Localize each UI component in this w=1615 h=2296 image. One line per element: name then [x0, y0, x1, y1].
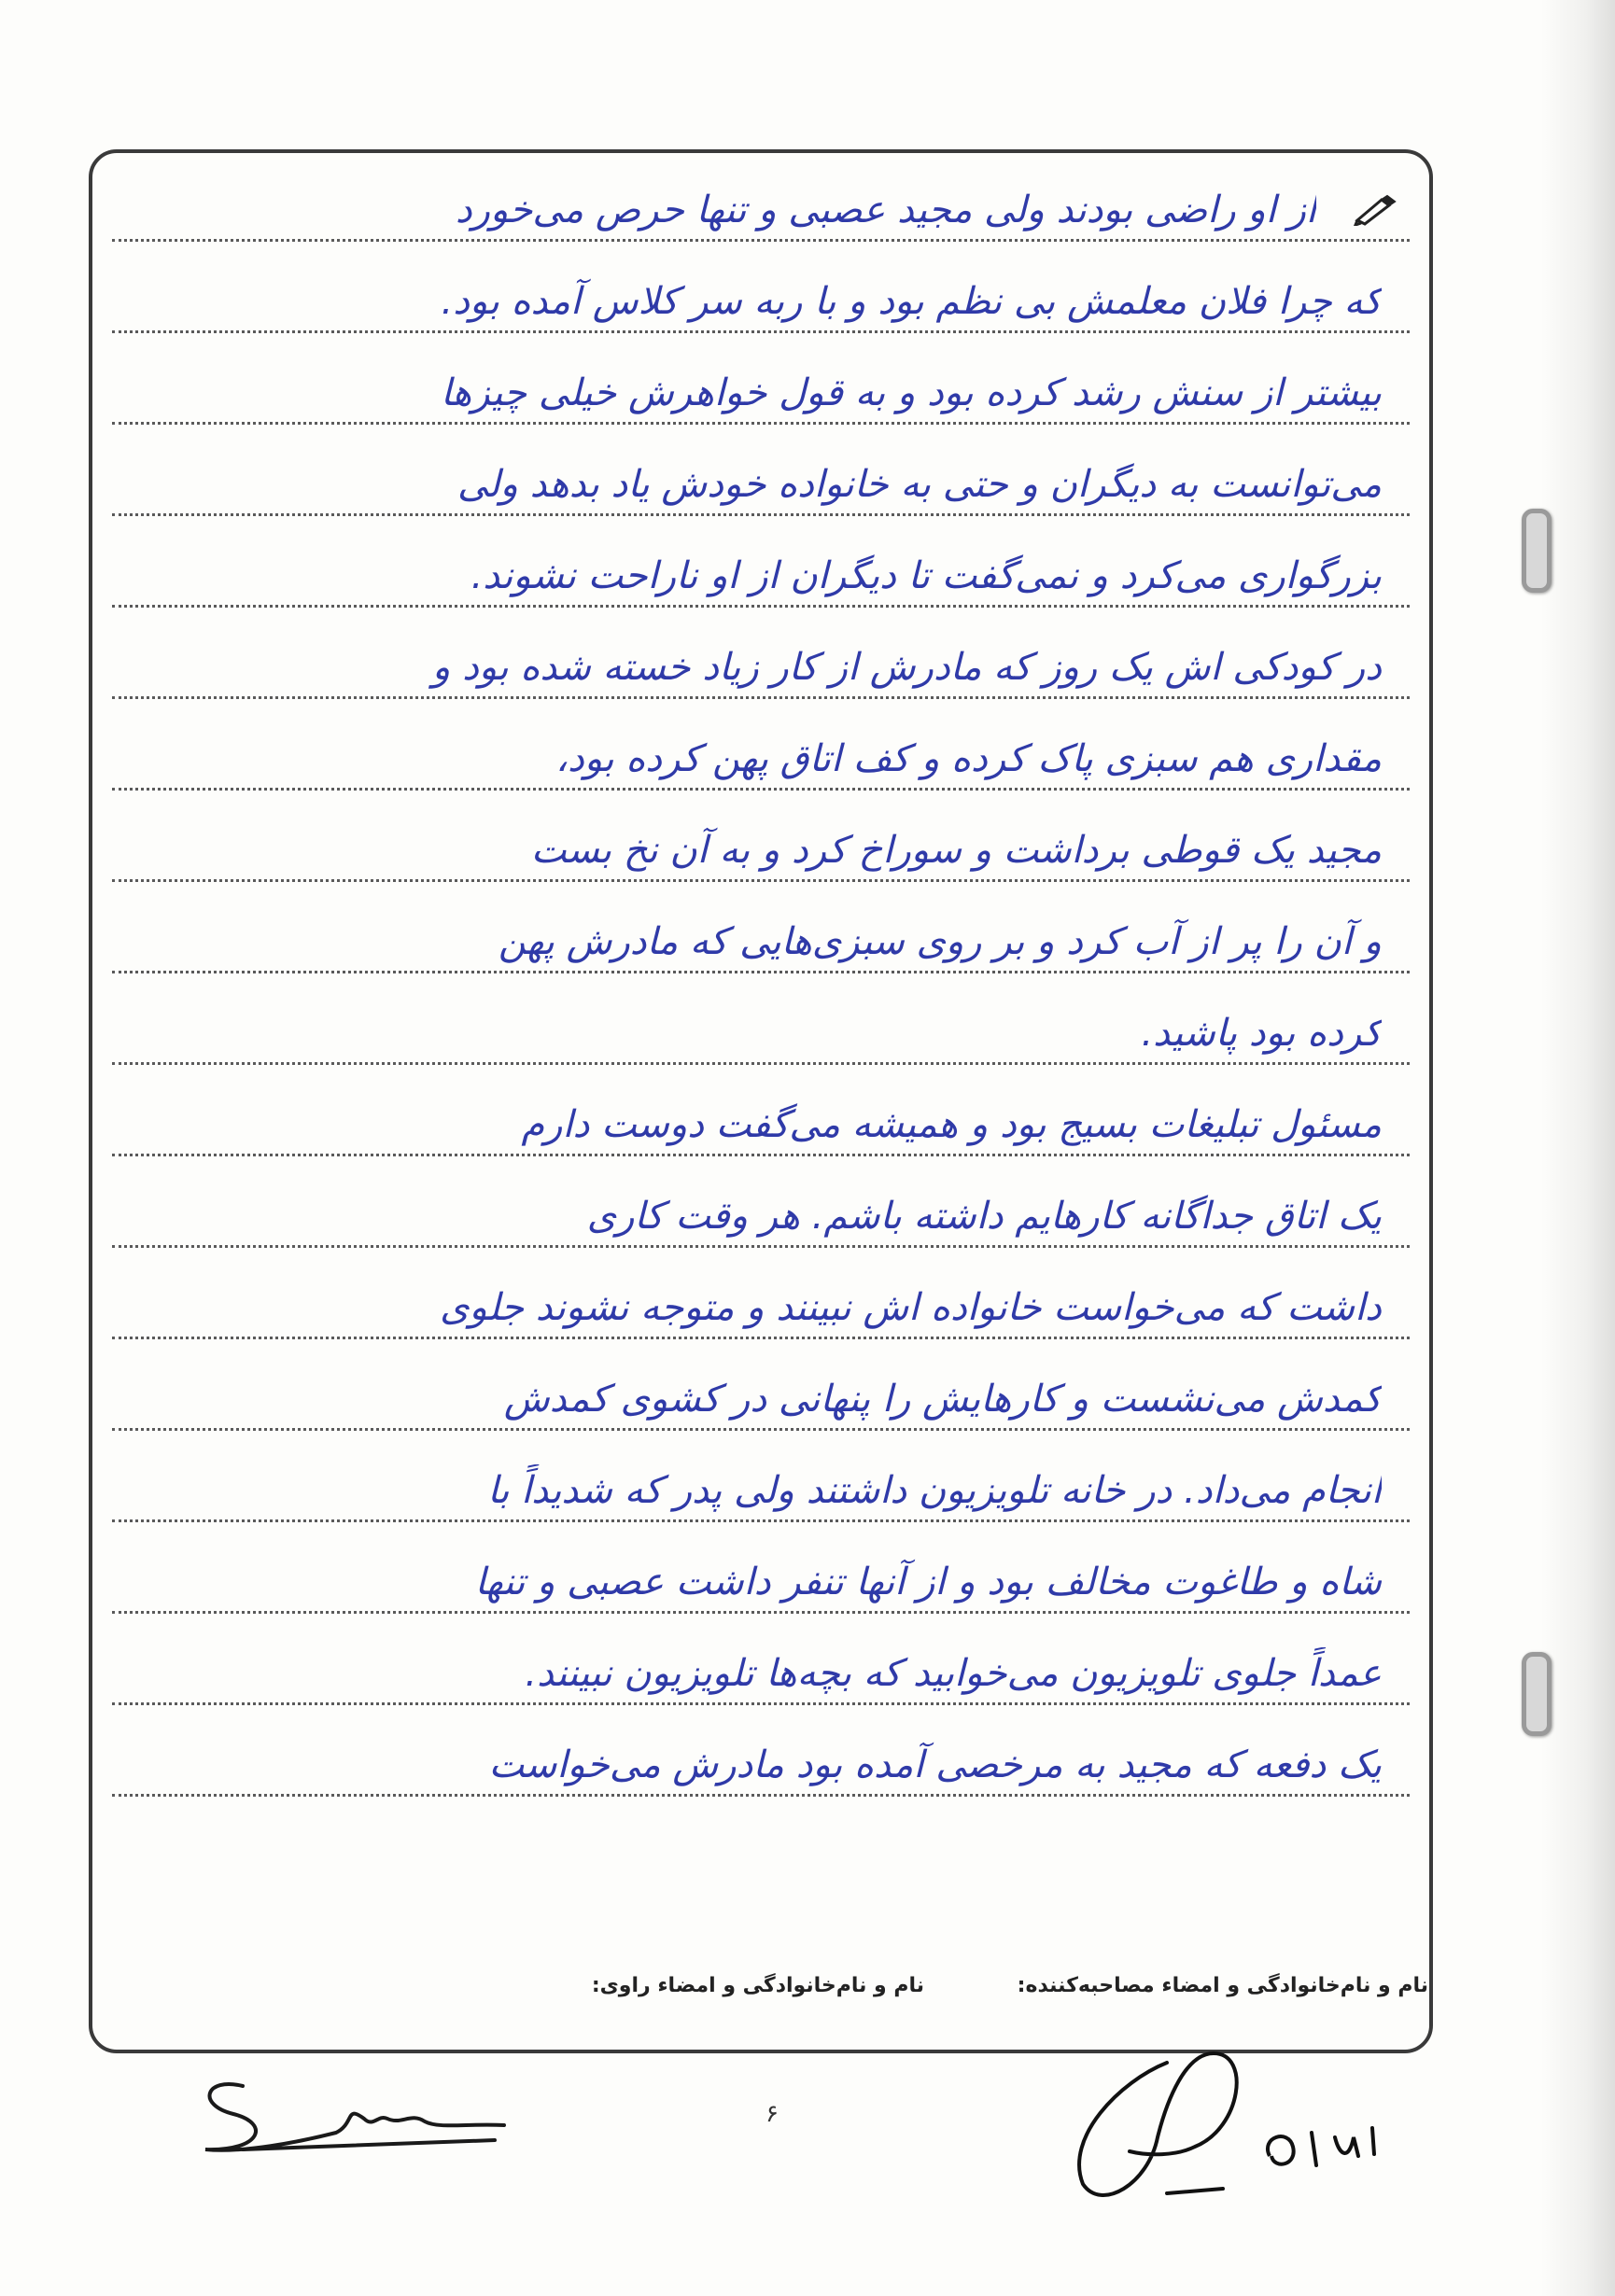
text-line — [112, 630, 1410, 699]
text-line — [112, 721, 1410, 791]
text-line — [112, 904, 1410, 973]
text-line-content: و آن را پر از آب کرد و بر روی سبزی‌هایی که مادرش پهن — [498, 920, 1382, 963]
binding-shadow — [1540, 0, 1615, 2296]
text-line-content: بزرگواری می‌کرد و نمی‌گفت تا دیگران از او ناراحت نشوند. — [470, 554, 1382, 597]
text-line-content: می‌توانست به دیگران و حتی به خانواده خودش یاد بدهد ولی — [457, 463, 1382, 506]
text-line-content: یک دفعه که مجید به مرخصی آمده بود مادرش می‌خواست — [488, 1743, 1382, 1786]
text-line-content: مجید یک قوطی برداشت و سوراخ کرد و به آن نخ بست — [530, 829, 1382, 872]
text-line — [112, 996, 1410, 1065]
text-line-content: انجام می‌داد. در خانه تلویزیون داشتند ولی پدر که شدیداً با — [487, 1469, 1382, 1512]
text-line-content: یک اتاق جداگانه کار‌هایم داشته باشم. هر وقت کاری — [586, 1195, 1382, 1238]
text-line — [112, 1179, 1410, 1248]
text-line — [112, 264, 1410, 333]
interviewer-signature — [1027, 2025, 1419, 2212]
text-line — [112, 447, 1410, 516]
staple — [1522, 1652, 1552, 1736]
text-line-content: کرده بود پاشید. — [1141, 1012, 1382, 1055]
page-number: ۶ — [765, 2100, 779, 2128]
text-line — [112, 1362, 1410, 1431]
staple — [1522, 509, 1552, 593]
text-line — [112, 1087, 1410, 1156]
text-line-content: شاه و طاغوت مخالف بود و از آنها تنفر داشت عصبی و تنها — [474, 1561, 1382, 1603]
text-line — [112, 1270, 1410, 1339]
text-line-content: عمداً جلوی تلویزیون می‌خوابید که بچه‌ها تلویزیون نبینند. — [525, 1652, 1382, 1695]
text-line — [112, 173, 1410, 242]
text-line-content: در کودکی اش یک روز که مادرش از کار زیاد خسته شده بود و — [432, 646, 1382, 689]
text-line-content: از او راضی بودند ولی مجید عصبی و تنها حرص می‌خورد — [455, 189, 1316, 231]
text-line — [112, 1545, 1410, 1614]
text-line-content: بیشتر از سنش رشد کرده بود و به قول خواهرش خیلی چیزها — [441, 371, 1382, 414]
text-line — [112, 1728, 1410, 1797]
text-line-content: مسئول تبلیغات بسیج بود و همیشه می‌گفت دوست دارم — [521, 1103, 1382, 1146]
text-line-content: که چرا فلان معلمش بی نظم بود و با ربه سر کلاس آمده بود. — [441, 280, 1382, 323]
interviewer-label: نام و نام‌خانوادگی و امضاء مصاحبه‌کننده: — [1017, 1974, 1428, 1997]
text-line — [112, 539, 1410, 608]
narrator-label: نام و نام‌خانوادگی و امضاء راوی: — [591, 1974, 924, 1997]
text-line — [112, 813, 1410, 882]
text-line — [112, 356, 1410, 425]
text-line-content: کمدش می‌نشست و کارهایش را پنهانی در کشوی کمدش — [503, 1378, 1382, 1421]
text-line — [112, 1453, 1410, 1522]
text-line — [112, 1636, 1410, 1705]
narrator-signature — [187, 2067, 523, 2161]
text-line-content: مقداری هم سبزی پاک کرده و کف اتاق پهن کرده بود، — [555, 737, 1382, 780]
text-line-content: داشت که می‌خواست خانواده اش نبینند و متوجه نشوند جلوی — [440, 1286, 1382, 1329]
